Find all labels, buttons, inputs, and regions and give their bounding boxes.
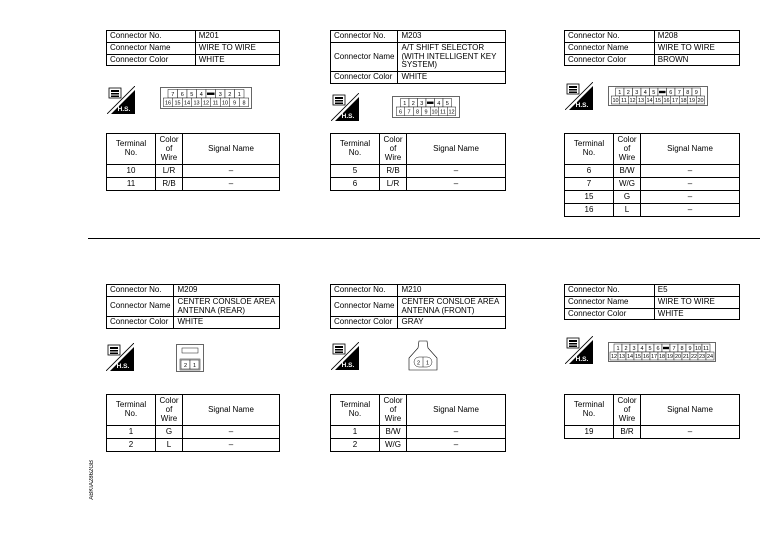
connector-color-value: WHITE [195,54,279,66]
table-row: 1 B/W – [331,426,506,439]
connector-name-value: CENTER CONSLOE AREA ANTENNA (FRONT) [398,296,506,317]
pin-label: 17 [671,98,679,105]
table-row: 11 R/B – [107,178,280,191]
pin-label: 8 [242,100,246,107]
hs-icon-slot [106,343,134,376]
connector-no-value: M201 [195,31,279,43]
table-row: 2 L – [107,439,280,452]
pin-label: 1 [618,90,622,97]
connector-info-table-m208 [564,30,740,66]
connector-name-value: WIRE TO WIRE [654,42,739,54]
pin-label: 2 [626,90,630,97]
table-row: 16 L – [565,204,740,217]
connector-color-value: BROWN [654,54,739,66]
table-row: 1 G – [107,426,280,439]
connector-color-label: Connector Color [107,54,196,66]
pin-label: 23 [698,354,706,361]
connector-no-label: Connector No. [331,285,398,297]
pin-label: 18 [680,98,687,105]
pin-label: 5 [190,92,194,99]
pin-label: 7 [672,346,676,353]
pin-label: 11 [440,109,446,116]
terminal-no-header: Terminal No. [331,395,380,426]
lock-key-icon [427,102,434,104]
hs-icon-slot [331,342,359,375]
wire-color-header: Color of Wire [156,134,183,165]
hs-icon-slot [331,93,359,126]
pin-label: 22 [690,354,698,361]
connector-face-e5 [608,342,716,362]
pin-label: 2 [411,101,415,108]
pin-label: 1 [425,360,430,367]
connector-no-label: Connector No. [331,31,398,43]
figure-code: ABKIA2862GB [89,460,95,500]
pin-label: 4 [640,346,644,353]
connector-color-value: WHITE [654,308,739,320]
lock-key-icon [659,91,666,93]
pin-label: 13 [193,100,200,107]
pin-label: 5 [445,101,449,108]
connector-color-value: WHITE [398,72,506,84]
pin-label: 3 [218,92,222,99]
wire-color-header: Color of Wire [380,395,407,426]
connector-face-m203 [392,96,460,118]
connector-no-value: M208 [654,31,739,43]
pin-label: 12 [202,100,210,107]
pin-label: 12 [610,354,618,361]
connector-color-label: Connector Color [107,317,174,329]
connector-info-table-m201 [106,30,280,66]
pin-label: 21 [682,354,690,361]
connector-info-table-m203 [330,30,506,84]
connector-color-value: WHITE [174,317,280,329]
pin-label: 2 [624,346,628,353]
pin-label: 15 [634,354,642,361]
hs-label: H.S. [575,356,589,363]
connector-no-value: M210 [398,285,506,297]
pin-label: 15 [654,98,662,105]
pin-label: 2 [183,363,188,369]
signal-name-header: Signal Name [641,134,740,165]
pin-label: 10 [221,100,229,107]
wire-color-header: Color of Wire [614,134,641,165]
terminal-no-header: Terminal No. [565,134,614,165]
terminal-no-header: Terminal No. [565,395,614,426]
pin-label: 8 [686,90,690,97]
lock-key-icon [663,347,669,349]
connector-face-m201 [160,87,252,109]
connector-no-label: Connector No. [107,285,174,297]
hs-label: H.S. [116,363,130,370]
pin-label: 5 [652,90,656,97]
pin-label: 1 [237,92,241,99]
pin-label: 11 [212,100,219,107]
pin-label: 13 [637,98,645,105]
terminal-no-header: Terminal No. [107,134,156,165]
pin-label: 20 [674,354,682,361]
pin-label: 19 [666,354,674,361]
hs-label: H.S. [575,102,589,109]
harness-side-icon [331,93,359,121]
pin-label: 1 [192,363,197,369]
terminal-table-m203 [330,133,506,191]
connector-color-label: Connector Color [331,317,398,329]
pin-label: 5 [648,346,652,353]
pin-label: 19 [688,98,696,105]
wire-color-header: Color of Wire [614,395,641,426]
hs-label: H.S. [341,113,355,120]
pin-label: 3 [420,101,424,108]
table-row: 5 R/B – [331,165,506,178]
pin-label: 9 [424,109,428,116]
pin-label: 1 [616,346,620,353]
pin-label: 7 [171,92,175,99]
terminal-table-m208 [564,133,740,217]
connector-face-m210 [408,340,438,372]
connector-no-label: Connector No. [565,285,655,297]
signal-name-header: Signal Name [183,134,280,165]
pin-label: 7 [677,90,681,97]
table-row: 10 L/R – [107,165,280,178]
pin-label: 14 [646,98,653,105]
harness-side-icon [106,343,134,371]
connector-no-label: Connector No. [565,31,655,43]
pin-label: 9 [232,100,237,107]
connector-name-label: Connector Name [107,42,196,54]
terminal-no-header: Terminal No. [331,134,380,165]
pin-label: 7 [407,109,411,116]
wire-color-header: Color of Wire [380,134,407,165]
pin-label: 3 [632,346,636,353]
table-row: 6 L/R – [331,178,506,191]
pin-label: 4 [199,92,203,99]
connector-info-table-m210 [330,284,506,329]
pin-label: 3 [635,90,639,97]
pin-label: 14 [626,354,634,361]
pin-label: 24 [706,354,714,361]
section-divider [88,238,760,239]
pin-label: 8 [415,109,420,116]
pin-label: 11 [621,98,627,105]
harness-side-icon [331,342,359,370]
pin-label: 9 [694,90,698,97]
pin-label: 10 [431,109,438,116]
hs-label: H.S. [117,106,131,113]
connector-name-value: A/T SHIFT SELECTOR (WITH INTELLIGENT KEY SYSTEM) [398,42,506,71]
connector-name-label: Connector Name [565,42,655,54]
pin-label: 8 [680,346,684,353]
pin-label: 6 [669,90,673,97]
pin-label: 18 [658,354,666,361]
connector-color-label: Connector Color [565,308,655,320]
hs-label: H.S. [341,362,355,369]
connector-name-value: WIRE TO WIRE [195,42,279,54]
connector-no-value: M203 [398,31,506,43]
pin-label: 4 [643,90,647,97]
harness-side-icon [107,86,135,114]
connector-color-value: GRAY [398,317,506,329]
pin-label: 6 [656,346,660,353]
connector-info-table-e5 [564,284,740,320]
pin-label: 12 [448,109,455,116]
pin-label: 2 [228,92,232,99]
signal-name-header: Signal Name [183,395,280,426]
signal-name-header: Signal Name [407,134,506,165]
connector-color-label: Connector Color [331,72,398,84]
pin-label: 2 [416,360,421,367]
terminal-table-m209 [106,394,280,452]
connector-no-label: Connector No. [107,31,196,43]
connector-name-label: Connector Name [331,42,398,71]
pin-label: 11 [703,346,709,353]
pin-label: 16 [663,98,670,105]
hs-icon-slot [565,336,593,369]
wire-color-header: Color of Wire [156,395,183,426]
table-row: 6 B/W – [565,165,740,178]
pin-label: 1 [403,101,407,108]
table-row: 2 W/G – [331,439,506,452]
terminal-table-m210 [330,394,506,452]
terminal-table-m201 [106,133,280,191]
connector-name-label: Connector Name [107,296,174,317]
connector-info-table-m209 [106,284,280,329]
signal-name-header: Signal Name [407,395,506,426]
pin-label: 10 [694,346,702,353]
connector-name-value: CENTER CONSLOE AREA ANTENNA (REAR) [174,296,280,317]
hs-icon-slot [565,82,593,115]
harness-side-icon [565,336,593,364]
table-row: 7 W/G – [565,178,740,191]
pin-label: 20 [697,98,704,105]
connector-name-label: Connector Name [565,296,655,308]
lock-key-icon [207,93,215,95]
connector-name-label: Connector Name [331,296,398,317]
pin-label: 4 [437,101,441,108]
hs-icon-slot [107,86,135,119]
pin-label: 16 [642,354,650,361]
table-row: 15 G – [565,191,740,204]
pin-label: 9 [688,346,692,353]
pin-label: 16 [164,100,172,107]
pin-label: 6 [398,109,403,116]
signal-name-header: Signal Name [641,395,740,426]
pin-label: 17 [650,354,658,361]
harness-side-icon [565,82,593,110]
pin-label: 13 [618,354,626,361]
connector-no-value: E5 [654,285,739,297]
connector-face-m208 [608,86,708,106]
pin-label: 14 [183,100,191,107]
terminal-table-e5 [564,394,740,439]
pin-label: 6 [180,92,184,99]
connector-color-label: Connector Color [565,54,655,66]
connector-no-value: M209 [174,285,280,297]
table-row: 19 B/R – [565,426,740,439]
connector-name-value: WIRE TO WIRE [654,296,739,308]
pin-label: 12 [629,98,636,105]
connector-face-m209 [176,344,204,372]
terminal-no-header: Terminal No. [107,395,156,426]
pin-label: 15 [174,100,181,107]
pin-label: 10 [612,98,619,105]
